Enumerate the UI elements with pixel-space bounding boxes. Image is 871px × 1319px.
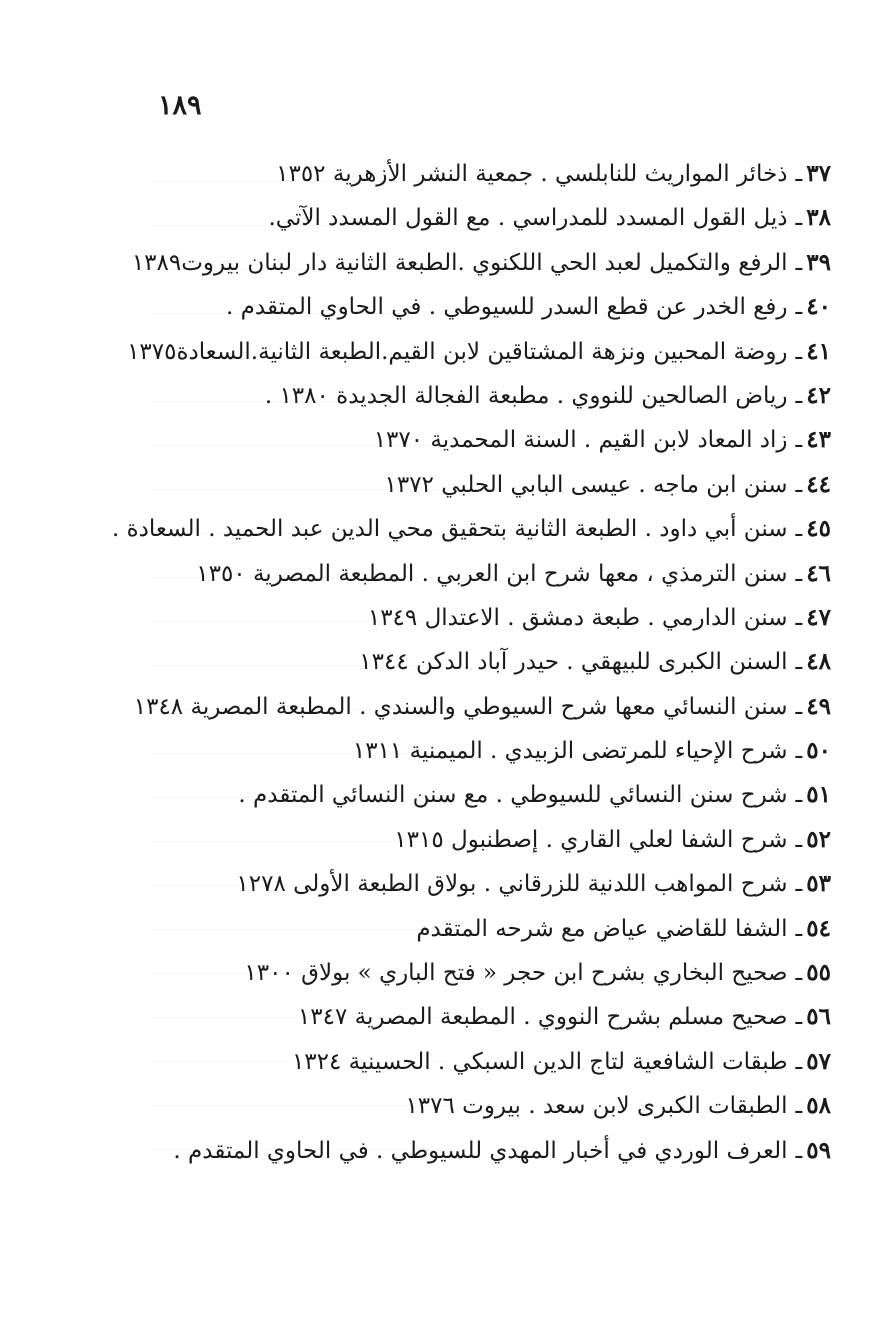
- entry-number: ٤٣: [806, 426, 831, 454]
- entry-text: سنن ابن ماجه . عيسى البابي الحلبي ١٣٧٢: [384, 471, 788, 498]
- bibliography-entry: [151, 818, 831, 862]
- entry-text: صحيح مسلم بشرح النووي . المطبعة المصرية ١٣٤٧: [297, 1004, 788, 1031]
- bibliography-entry: [133, 685, 831, 729]
- entry-number: ٤٩: [806, 692, 831, 720]
- entry-dash: ـ: [795, 960, 803, 987]
- entry-number: ٤٠: [806, 293, 831, 321]
- entry-number: ٥٤: [806, 914, 831, 942]
- bibliography-entry: [131, 241, 831, 285]
- entry-dash: ـ: [795, 161, 803, 187]
- bibliography-entry: [151, 1040, 831, 1084]
- entry-dash: ـ: [795, 1004, 803, 1031]
- bibliography-entry: [151, 285, 831, 329]
- entry-dash: ـ: [795, 826, 803, 853]
- entry-dash: ـ: [795, 249, 803, 276]
- entry-number: ٥٨: [806, 1092, 831, 1120]
- bibliography-entry: [151, 196, 831, 240]
- page-number: ١٨٩: [158, 90, 202, 121]
- entry-dash: ـ: [795, 294, 803, 321]
- entry-text: شرح سنن النسائي للسيوطي . مع سنن النسائي المتقدم .: [238, 782, 788, 809]
- bibliography-entry: [151, 951, 831, 995]
- entry-dash: ـ: [795, 382, 803, 409]
- entry-number: ٤٧: [806, 603, 831, 631]
- entry-text: طبقات الشافعية لتاج الدين السبكي . الحسينية ١٣٢٤: [291, 1048, 788, 1075]
- entry-text: الرفع والتكميل لعبد الحي اللكنوي .الطبعة الثانية دار لبنان بيروت١٣٨٩: [131, 249, 788, 276]
- entry-text: شرح الإحياء للمرتضى الزبيدي . الميمنية ١٣١١: [352, 738, 788, 765]
- entry-number: ٥٩: [806, 1136, 831, 1164]
- entry-text: شرح المواهب اللدنية للزرقاني . بولاق الطبعة الأولى ١٢٧٨: [236, 871, 788, 898]
- entry-dash: ـ: [795, 1048, 803, 1075]
- bibliography-entry: [151, 995, 831, 1039]
- bibliography-entry: [151, 729, 831, 773]
- entry-dash: ـ: [795, 1093, 803, 1120]
- bibliography-entry: [151, 596, 831, 640]
- bibliography-entry: [151, 463, 831, 507]
- entry-text: ذخائر المواريث للنابلسي . جمعية النشر الأزهرية ١٣٥٢: [276, 161, 788, 187]
- entry-number: ٥٠: [806, 737, 831, 765]
- entry-text: شرح الشفا لعلي القاري . إصطنبول ١٣١٥: [394, 826, 788, 853]
- entry-number: ٣٨: [806, 204, 831, 232]
- bibliography-entry: [151, 152, 831, 196]
- entry-text: الطبقات الكبرى لابن سعد . بيروت ١٣٧٦: [405, 1093, 788, 1120]
- entry-dash: ـ: [795, 738, 803, 765]
- entry-dash: ـ: [795, 427, 803, 454]
- entry-text: صحيح البخاري بشرح ابن حجر « فتح الباري » بولاق ١٣٠٠: [244, 960, 788, 987]
- entry-text: سنن الترمذي ، معها شرح ابن العربي . المطبعة المصرية ١٣٥٠: [196, 560, 788, 587]
- entry-text: الشفا للقاضي عياض مع شرحه المتقدم: [416, 915, 788, 942]
- entry-dash: ـ: [795, 1137, 803, 1164]
- bibliography-entry: [127, 330, 831, 374]
- bibliography-entry: [151, 862, 831, 906]
- entry-text: السنن الكبرى للبيهقي . حيدر آباد الدكن ١٣٤٤: [359, 649, 788, 676]
- entry-number: ٤٢: [806, 381, 831, 409]
- entry-dash: ـ: [795, 782, 803, 809]
- entry-dash: ـ: [795, 693, 803, 720]
- entry-text: سنن النسائي معها شرح السيوطي والسندي . المطبعة المصرية ١٣٤٨: [133, 693, 788, 720]
- entry-dash: ـ: [795, 871, 803, 898]
- entry-dash: ـ: [795, 649, 803, 676]
- bibliography-list: [111, 152, 831, 1173]
- entry-number: ٥٧: [806, 1047, 831, 1075]
- entry-dash: ـ: [795, 205, 803, 232]
- bibliography-entry: [151, 552, 831, 596]
- bibliography-entry: [151, 640, 831, 684]
- entry-dash: ـ: [795, 516, 803, 543]
- entry-number: ٥١: [806, 781, 831, 809]
- entry-text: رياض الصالحين للنووي . مطبعة الفجالة الجديدة ١٣٨٠ .: [264, 382, 788, 409]
- entry-dash: ـ: [795, 338, 803, 365]
- bibliography-entry: [151, 1129, 831, 1173]
- entry-number: ٣٧: [806, 160, 831, 187]
- entry-number: ٤٤: [806, 470, 831, 498]
- entry-text: روضة المحبين ونزهة المشتاقين لابن القيم.الطبعة الثانية.السعادة١٣٧٥: [127, 338, 788, 365]
- entry-number: ٥٣: [806, 870, 831, 898]
- entry-dash: ـ: [795, 560, 803, 587]
- entry-number: ٤٥: [806, 515, 831, 543]
- bibliography-entry: [111, 507, 831, 551]
- entry-number: ٤٨: [806, 648, 831, 676]
- entry-text: سنن الدارمي . طبعة دمشق . الاعتدال ١٣٤٩: [367, 604, 788, 631]
- bibliography-entry: [151, 374, 831, 418]
- entry-dash: ـ: [795, 604, 803, 631]
- entry-text: سنن أبي داود . الطبعة الثانية بتحقيق محي الدين عبد الحميد . السعادة .: [111, 516, 788, 543]
- bibliography-entry: [151, 418, 831, 462]
- entry-number: ٤١: [806, 337, 831, 365]
- entry-dash: ـ: [795, 471, 803, 498]
- entry-number: ٤٦: [806, 559, 831, 587]
- entry-number: ٥٢: [806, 825, 831, 853]
- bibliography-entry: [151, 773, 831, 817]
- entry-text: رفع الخدر عن قطع السدر للسيوطي . في الحاوي المتقدم .: [226, 294, 788, 321]
- entry-text: ذيل القول المسدد للمدراسي . مع القول المسدد الآتي.: [268, 205, 788, 232]
- entry-dash: ـ: [795, 915, 803, 942]
- entry-text: زاد المعاد لابن القيم . السنة المحمدية ١٣٧٠: [373, 427, 788, 454]
- entry-number: ٥٥: [806, 959, 831, 987]
- bibliography-entry: [151, 1084, 831, 1128]
- entry-text: العرف الوردي في أخبار المهدي للسيوطي . في الحاوي المتقدم .: [173, 1137, 788, 1164]
- bibliography-entry: [151, 907, 831, 951]
- entry-number: ٥٦: [806, 1003, 831, 1031]
- entry-number: ٣٩: [806, 248, 831, 276]
